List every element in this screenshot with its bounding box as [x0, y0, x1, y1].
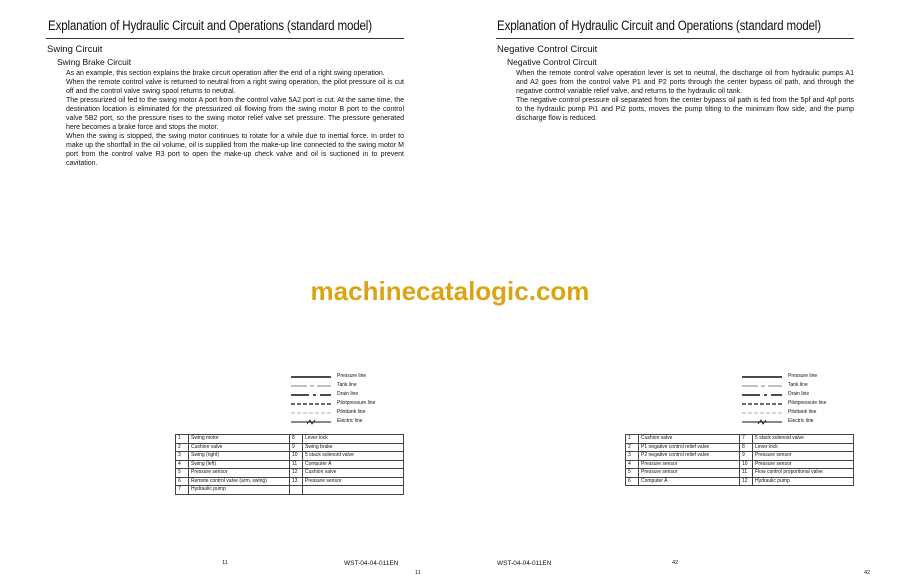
- table-row: 4 Pressure sensor 10 Pressure sensor: [626, 460, 854, 469]
- page-title: Explanation of Hydraulic Circuit and Operations (standard model): [48, 18, 372, 33]
- table-row: 5 Pressure sensor 11 Flow control proportional valve: [626, 469, 854, 478]
- left-page: Explanation of Hydraulic Circuit and Operations (standard model) Swing Circuit Swing Brake Circuit As an example, this section explains the brake circuit operation after the end of a right swing operation. When the remote control valve is returned to neutral from a right swing operation, the pilot pressure oil is cut off and the control valve swing spool returns to neutral. The pressurized oil fed to the swing motor A port from the control valve 5A2 port is cut. At the same time, the destination location is eliminated for the pressurized oil flowing from the swing motor B port to the control valve 5B2 port, so the pressure rises to the swing motor relief valve set pressure. The pressure generated here becomes a brake force and stops the motor. When the swing is stopped, the swing motor continues to rotate for a while due to inertial force. In order to make up the shortfall in the oil volume, oil is supplied from the make-up line connected to the swing motor M port from the control valve R3 port to open the make-up check valve and oil is suctioned in to prevent cavitation. Pressure line Tank line Drain line Pilotpressure line Pilottank line Electric line 1 Swing motor 8 Lever lock 2 Cushion valve 9 Swing brake 3 Swing (right) 10 5 stack solenoid valve 4 Swing (left) 11 Computer A 5 Pressure sensor 12 Cushion valve 6 Remote control valve (arm, swing) 13 Pressure sensor 7 Hydraulic pump 11 WST-04-04-011EN 11: [47, 18, 421, 576]
- paragraph: As an example, this section explains the brake circuit operation after the end of a right swing operation.: [66, 70, 385, 77]
- subsection-heading: Negative Control Circuit: [507, 57, 597, 67]
- title-rule: [46, 38, 404, 39]
- subsection-heading: Swing Brake Circuit: [57, 57, 132, 67]
- paragraph: When the remote control valve is returned to neutral from a right swing operation, the pilot pressure oil is cut off and the control valve swing spool returns to neutral.: [66, 79, 404, 95]
- right-page: Explanation of Hydraulic Circuit and Operations (standard model) Negative Control Circuit Negative Control Circuit When the remote control valve operation lever is set to neutral, the discharge oil from hydraulic pumps A1 and A2 goes from the control valve P1 and P2 ports through the center bypass oil path, and through the negative control variable relief valve, and returns to the hydraulic oil tank. The negative control pressure oil separated from the center bypass oil path is fed from the 5pf and 4pf ports to the hydraulic pump Pi1 and Pi2 ports, moves the pump tilting to the minimum flow side, and the pump discharge flow is reduced. Pressure line Tank line Drain line Pilotpressure line Pilottank line Electric line 1 Cushion valve 7 5 stack solenoid valve 2 P1 negative control relief valve 8 Lever lock 3 P2 negative control relief valve 9 Pressure sensor 4 Pressure sensor 10 Pressure sensor 5 Pressure sensor 11 Flow control proportional valve 6 Computer A 12 Hydraulic pump WST-04-04-011EN 42 42: [497, 18, 871, 576]
- table-row: 1 Cushion valve 7 5 stack solenoid valve: [626, 435, 854, 444]
- paragraph: The negative control pressure oil separated from the center bypass oil path is fed from the 5pf and 4pf ports to the hydraulic pump Pi1 and Pi2 ports, moves the pump tilting to the minimum flow side, and the pump discharge flow is reduced.: [516, 97, 854, 122]
- table-row: 6 Computer A 12 Hydraulic pump: [626, 477, 854, 486]
- watermark-text: machinecatalogic.com: [310, 276, 590, 306]
- table-row: 7 Hydraulic pump: [176, 486, 404, 495]
- table-row: 3 Swing (right) 10 5 stack solenoid valve: [176, 452, 404, 461]
- drain-line-icon: [291, 392, 331, 398]
- table-row: 3 P2 negative control relief valve 9 Pressure sensor: [626, 452, 854, 461]
- page-title: Explanation of Hydraulic Circuit and Operations (standard model): [497, 18, 821, 33]
- tank-line-icon: [291, 383, 331, 389]
- tank-line-icon: [742, 383, 782, 389]
- table-row: 5 Pressure sensor 12 Cushion valve: [176, 469, 404, 478]
- pilottank-line-icon: [291, 410, 331, 416]
- drain-line-icon: [742, 392, 782, 398]
- section-heading: Negative Control Circuit: [497, 44, 598, 55]
- table-row: 6 Remote control valve (arm, swing) 13 Pressure sensor: [176, 477, 404, 486]
- title-rule: [496, 38, 854, 39]
- document-code: WST-04-04-011EN: [497, 560, 552, 567]
- parts-table: [175, 434, 404, 495]
- page-number: 11: [222, 560, 228, 566]
- pilotpressure-line-icon: [742, 401, 782, 407]
- table-row: 2 Cushion valve 9 Swing brake: [176, 443, 404, 452]
- table-row: 4 Swing (left) 11 Computer A: [176, 460, 404, 469]
- parts-table: [625, 434, 854, 486]
- electric-line-icon: [291, 419, 331, 425]
- body-text: [516, 69, 854, 123]
- sheet-number: 11: [415, 570, 421, 576]
- paragraph: When the swing is stopped, the swing motor continues to rotate for a while due to inertial force. In order to make up the shortfall in the oil volume, oil is supplied from the make-up line connected to the swing motor M port from the control valve R3 port to open the make-up check valve and oil is suctioned in to prevent cavitation.: [66, 133, 404, 167]
- pressure-line-icon: [291, 374, 331, 380]
- table-row: 1 Swing motor 8 Lever lock: [176, 435, 404, 444]
- document-code: WST-04-04-011EN: [344, 560, 399, 567]
- section-heading: Swing Circuit: [47, 44, 103, 55]
- pilotpressure-line-icon: [291, 401, 331, 407]
- body-text: [66, 69, 404, 168]
- paragraph: When the remote control valve operation lever is set to neutral, the discharge oil from hydraulic pumps A1 and A2 goes from the control valve P1 and P2 ports through the center bypass oil path, and through the negative control variable relief valve, and returns to the hydraulic oil tank.: [516, 70, 854, 95]
- page-number: 42: [672, 560, 679, 566]
- paragraph: The pressurized oil fed to the swing motor A port from the control valve 5A2 port is cut. At the same time, the destination location is eliminated for the pressurized oil flowing from the swing motor B port to the control valve 5B2 port, so the pressure rises to the swing motor relief valve set pressure. The pressure generated here becomes a brake force and stops the motor.: [66, 97, 404, 131]
- pressure-line-icon: [742, 374, 782, 380]
- electric-line-icon: [742, 419, 782, 425]
- pilottank-line-icon: [742, 410, 782, 416]
- table-row: 2 P1 negative control relief valve 8 Lever lock: [626, 443, 854, 452]
- sheet-number: 42: [864, 570, 871, 576]
